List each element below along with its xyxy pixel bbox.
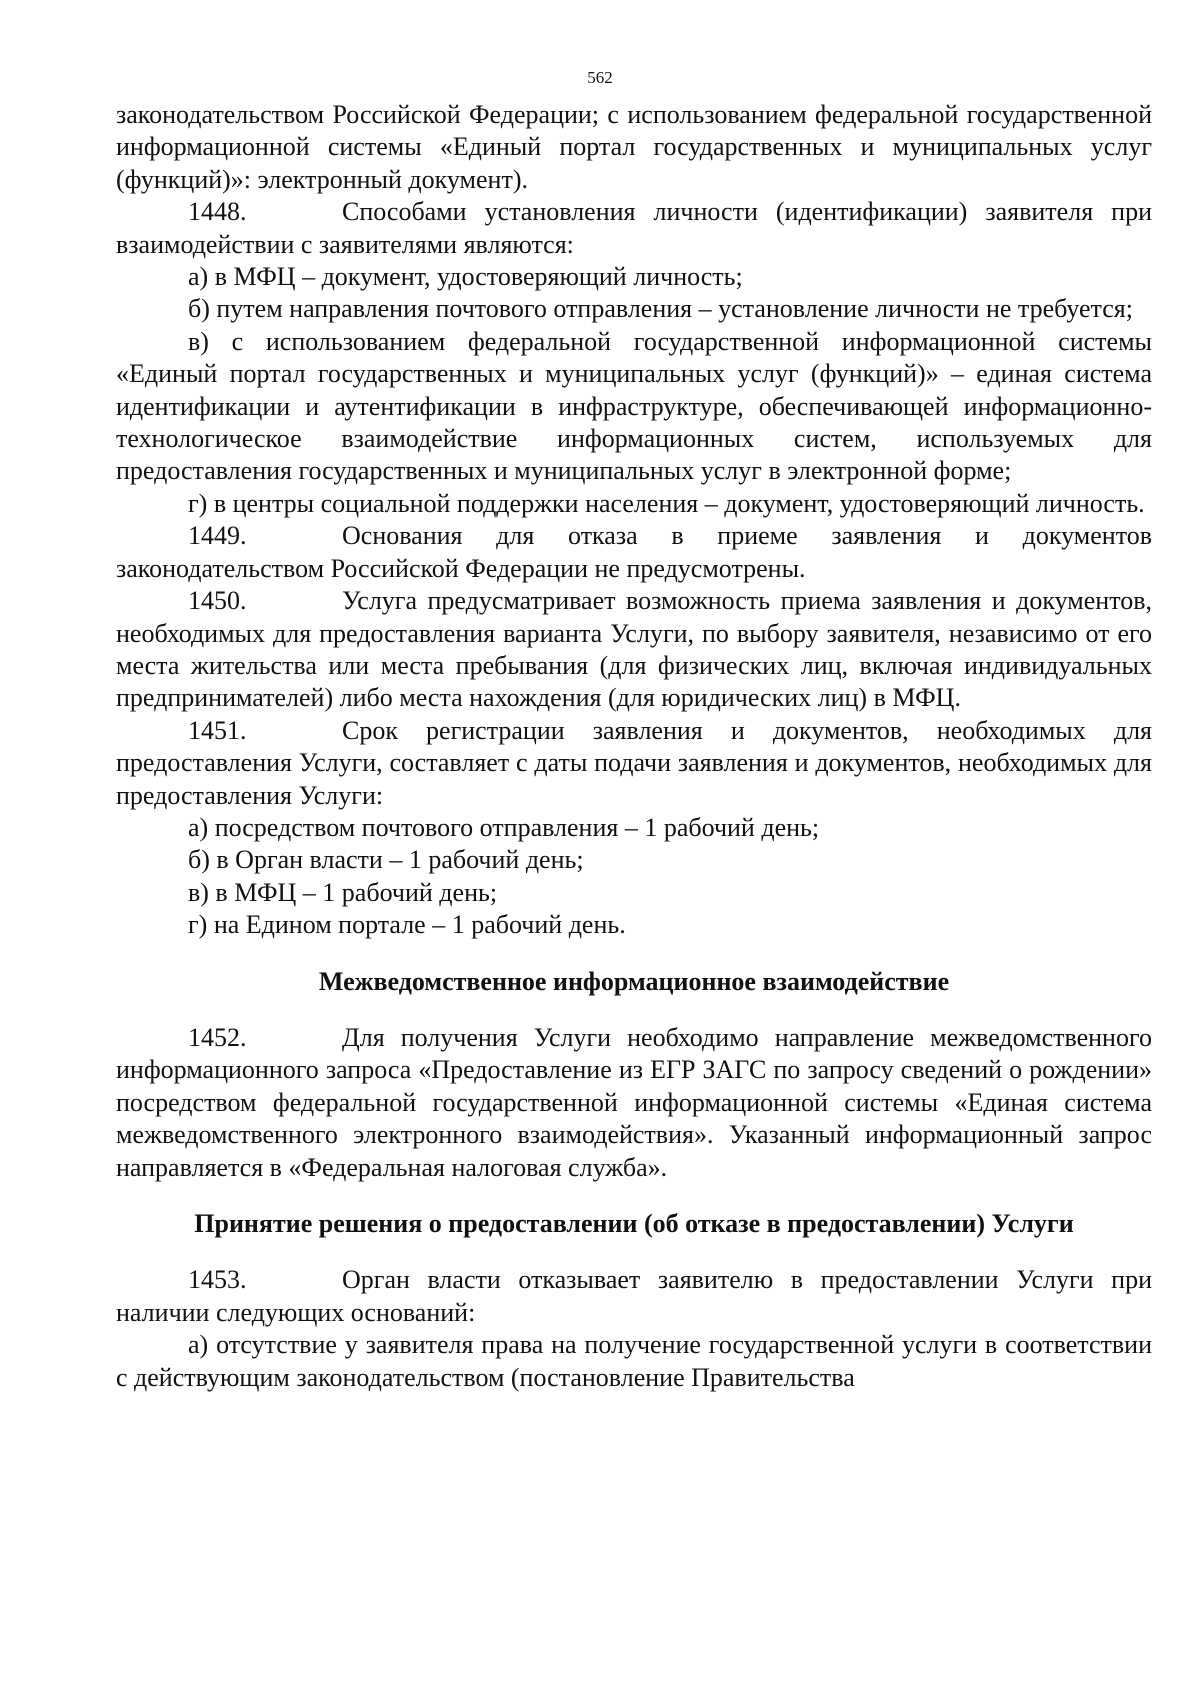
paragraph-1451 (116, 715, 1152, 812)
clause-text: Услуга предусматривает возможность приема заявления и документов, необходимых для предоставления варианта Услуги, по выбору заявителя, независимо от его места жительства или места пребывания (для физических лиц, включая индивидуальных предпринимателей) либо места нахождения (для юридических лиц) в МФЦ. (116, 586, 1152, 713)
clause-number: 1453. (188, 1265, 247, 1295)
clause-text: Основания для отказа в приеме заявления и документов законодательством Российской Федерации не предусмотрены. (116, 521, 1152, 583)
list-item: а) отсутствие у заявителя права на получение государственной услуги в соответствии с действующим законодательством (постановление Правительства (116, 1330, 1152, 1392)
document-body (116, 99, 1152, 1394)
list-item: в) в МФЦ – 1 рабочий день; (188, 877, 498, 907)
list-item: б) в Орган власти – 1 рабочий день; (188, 845, 584, 875)
clause-number: 1452. (188, 1022, 247, 1052)
clause-number: 1449. (188, 521, 247, 551)
paragraph-continuation: законодательством Российской Федерации; с использованием федеральной государственной информационной системы «Единый портал государственных и муниципальных услуг (функций)»: электронный документ). (116, 100, 1152, 194)
paragraph-1452 (116, 1022, 1152, 1184)
paragraph-1453 (116, 1264, 1152, 1329)
list-item: а) посредством почтового отправления – 1 рабочий день; (188, 812, 820, 842)
paragraph-1448 (116, 196, 1152, 261)
clause-number: 1450. (188, 586, 247, 616)
list-item: г) в центры социальной поддержки населения – документ, удостоверяющий личность. (188, 488, 1145, 518)
clause-number: 1451. (188, 715, 247, 745)
list-item: в) с использованием федеральной государственной информационной системы «Единый портал государственных и муниципальных услуг (функций)» – единая система идентификации и аутентификации в инфраструктуре, обеспечивающей информационно-технологическое взаимодействие информационных систем, используемых для предоставления государственных и муниципальных услуг в электронной форме; (116, 326, 1152, 486)
page-number: 562 (587, 68, 613, 87)
paragraph-1449 (116, 520, 1152, 585)
paragraph-1450 (116, 585, 1152, 715)
list-item: а) в МФЦ – документ, удостоверяющий личность; (188, 262, 743, 292)
clause-text: Срок регистрации заявления и документов, необходимых для предоставления Услуги, составляет с даты подачи заявления и документов, необходимых для предоставления Услуги: (116, 715, 1152, 810)
clause-text: Орган власти отказывает заявителю в предоставлении Услуги при наличии следующих оснований: (116, 1265, 1152, 1327)
clause-text: Для получения Услуги необходимо направление межведомственного информационного запроса «Предоставление из ЕГР ЗАГС по запросу сведений о рождении» посредством федеральной государственной информационной системы «Единая система межведомственного электронного взаимодействия». Указанный информационный запрос направляется в «Федеральная налоговая служба». (116, 1022, 1152, 1182)
clause-text: Способами установления личности (идентификации) заявителя при взаимодействии с заявителями являются: (116, 197, 1152, 259)
section-heading: Межведомственное информационное взаимодействие (318, 966, 950, 996)
clause-number: 1448. (188, 197, 247, 227)
list-item: г) на Едином портале – 1 рабочий день. (188, 910, 626, 940)
list-item: б) путем направления почтового отправления – установление личности не требуется; (188, 294, 1133, 324)
section-heading: Принятие решения о предоставлении (об отказе в предоставлении) Услуги (194, 1209, 1074, 1238)
